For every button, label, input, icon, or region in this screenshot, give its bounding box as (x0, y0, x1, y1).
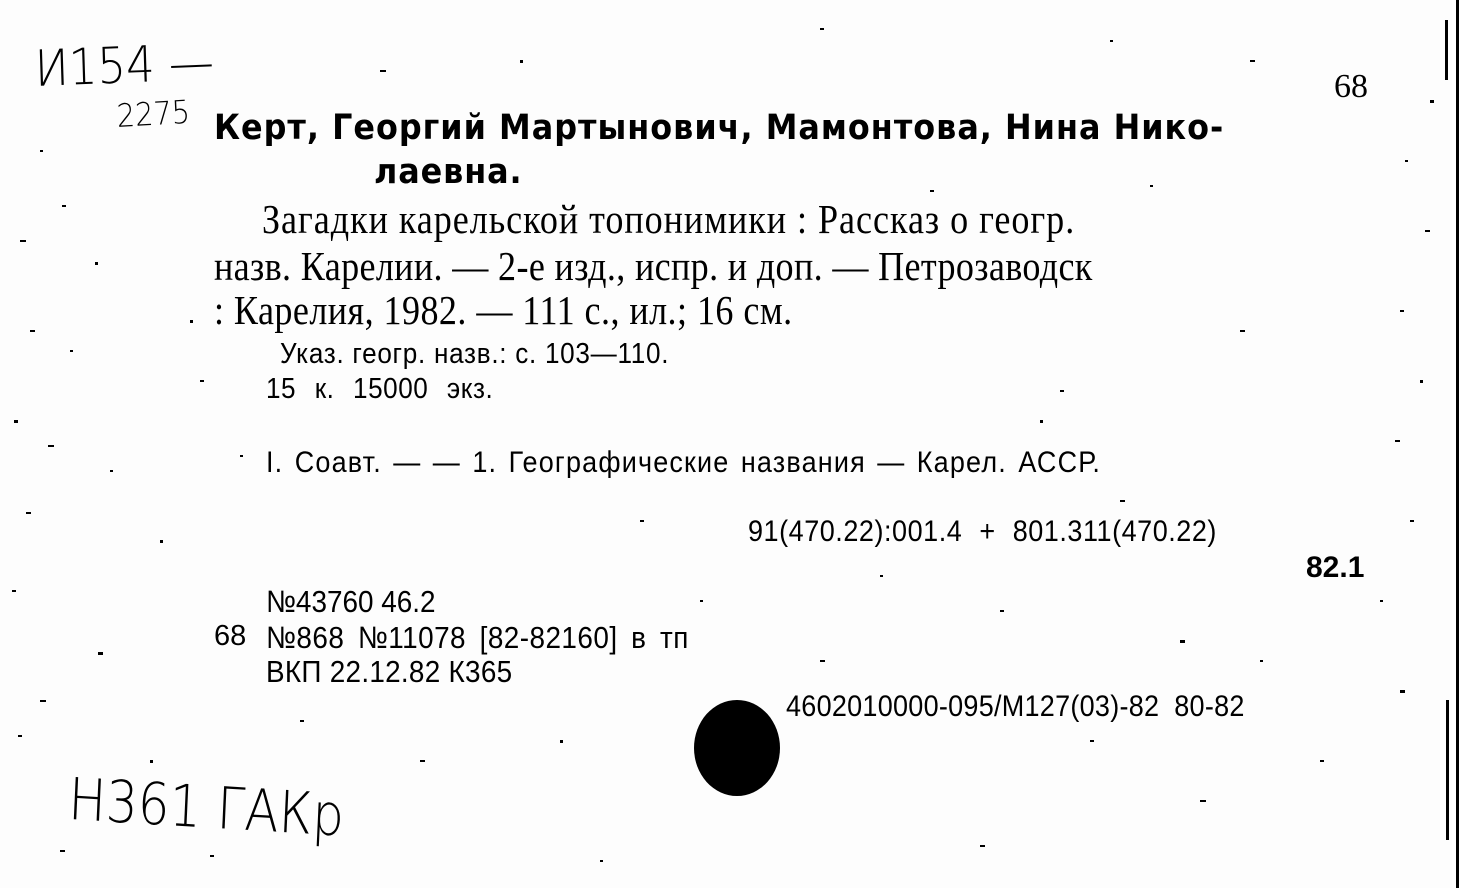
catalog-code: 4602010000-095/М127(03)-82 80-82 (786, 690, 1245, 723)
tracings: I. Соавт. — — 1. Географические названия — Карел. АССР. (266, 446, 1101, 479)
card-edge (1452, 0, 1464, 888)
title-line-3: : Карелия, 1982. — 111 с., ил.; 16 см. (214, 287, 793, 333)
title-line-2: назв. Карелии. — 2-е изд., испр. и доп. — Петрозаводск (214, 243, 1093, 289)
bbk-index: 82.1 (1306, 551, 1365, 584)
index-note: Указ. геогр. назв.: с. 103—110. (280, 338, 670, 370)
price-and-print-run: 15 к. 15000 экз. (266, 373, 494, 405)
card-number: 68 (1334, 68, 1368, 105)
print-prefix: 68 (214, 620, 247, 652)
author-heading-continued: лаевна. (374, 152, 523, 192)
order-number: №43760 46.2 (266, 584, 436, 619)
handwritten-call-number: И154 — (33, 33, 215, 98)
print-line: №868 №11078 [82-82160] в тп (266, 620, 689, 655)
handwritten-inventory-number: 2275 (115, 92, 191, 135)
vkp-line: ВКП 22.12.82 К365 (266, 654, 513, 689)
author-heading: Керт, Георгий Мартынович, Мамонтова, Нина Нико- (214, 108, 1225, 148)
handwritten-shelf-mark: Н361 ГАКр (67, 765, 346, 850)
punch-hole (694, 700, 780, 796)
udc-index: 91(470.22):001.4 + 801.311(470.22) (748, 515, 1217, 548)
title-line-1: Загадки карельской топонимики : Рассказ о геогр. (262, 196, 1076, 242)
